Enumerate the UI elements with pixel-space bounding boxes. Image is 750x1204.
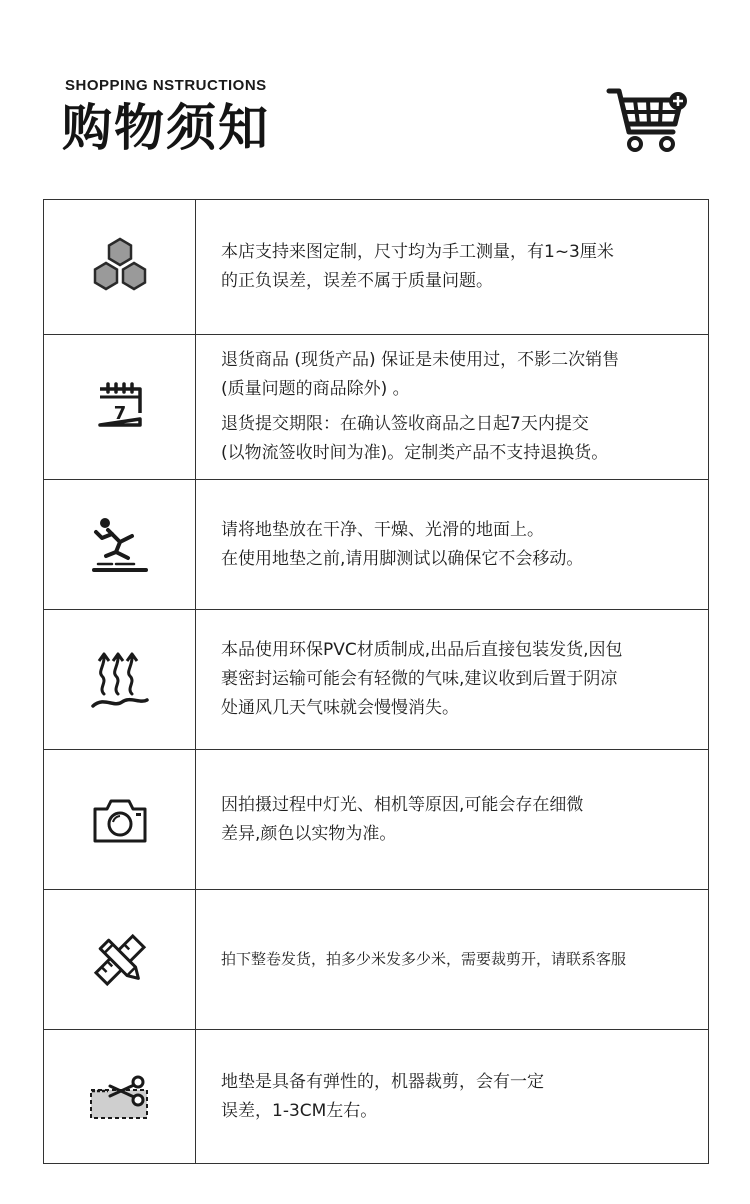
text-cell xyxy=(196,335,708,479)
instruction-row-color xyxy=(44,750,708,890)
instruction-row-floor xyxy=(44,480,708,610)
calendar-number: 7 xyxy=(113,403,126,424)
instruction-line: 误差，1-3CM左右。 xyxy=(221,1100,378,1121)
shopping-cart-add-icon xyxy=(605,86,691,156)
instruction-line: (质量问题的商品除外) 。 xyxy=(221,379,410,399)
instruction-line: 裹密封运输可能会有轻微的气味,建议收到后置于阴凉 xyxy=(221,669,618,689)
text-cell xyxy=(196,1030,708,1163)
instruction-line: 在使用地垫之前,请用脚测试以确保它不会移动。 xyxy=(221,548,584,569)
icon-cell xyxy=(44,750,196,889)
instruction-line: 本品使用环保PVC材质制成,出品后直接包装发货,因包 xyxy=(221,640,623,660)
text-cell xyxy=(196,890,708,1029)
instruction-line: 的正负误差，误差不属于质量问题。 xyxy=(221,271,493,291)
instruction-line: 本店支持来图定制，尺寸均为手工测量，有1~3厘米 xyxy=(221,242,614,262)
instruction-line: 处通风几天气味就会慢慢消失。 xyxy=(221,698,459,718)
ruler-pencil-icon xyxy=(90,930,150,990)
icon-cell xyxy=(44,890,196,1029)
icon-cell xyxy=(44,1030,196,1163)
slippery-floor-icon xyxy=(90,514,150,576)
text-cell xyxy=(196,750,708,889)
instruction-row-odor xyxy=(44,610,708,750)
instruction-row-shipping xyxy=(44,890,708,1030)
page-title: 购物须知 xyxy=(62,99,270,157)
instruction-line: 请将地垫放在干净、干燥、光滑的地面上。 xyxy=(221,519,544,540)
instruction-line: 退货商品 (现货产品) 保证是未使用过，不影二次销售 xyxy=(221,350,620,370)
instruction-row-cutting xyxy=(44,1030,708,1163)
hexagon-cluster-icon xyxy=(88,237,152,297)
page-subtitle: SHOPPING NSTRUCTIONS xyxy=(65,77,267,94)
scissors-cut-icon xyxy=(88,1072,152,1122)
instruction-line: 退货提交期限：在确认签收商品之日起7天内提交 xyxy=(221,414,589,434)
instruction-line: 拍下整卷发货，拍多少米发多少米，需要裁剪开，请联系客服 xyxy=(221,950,627,968)
instruction-line: 因拍摄过程中灯光、相机等原因,可能会存在细微 xyxy=(221,794,584,815)
camera-icon xyxy=(91,795,149,845)
calendar-7-icon xyxy=(92,379,148,435)
instruction-line: 差异,颜色以实物为准。 xyxy=(221,823,397,844)
instruction-row-custom xyxy=(44,200,708,335)
icon-cell xyxy=(44,610,196,749)
icon-cell xyxy=(44,480,196,609)
icon-cell xyxy=(44,335,196,479)
text-cell xyxy=(196,610,708,749)
odor-dissipate-icon xyxy=(90,648,150,712)
icon-cell xyxy=(44,200,196,334)
instruction-line: 地垫是具备有弹性的，机器裁剪，会有一定 xyxy=(221,1071,544,1092)
text-cell xyxy=(196,200,708,334)
text-cell xyxy=(196,480,708,609)
instruction-line: (以物流签收时间为准)。定制类产品不支持退换货。 xyxy=(221,443,609,463)
instructions-table xyxy=(43,199,709,1164)
instruction-row-returns xyxy=(44,335,708,480)
